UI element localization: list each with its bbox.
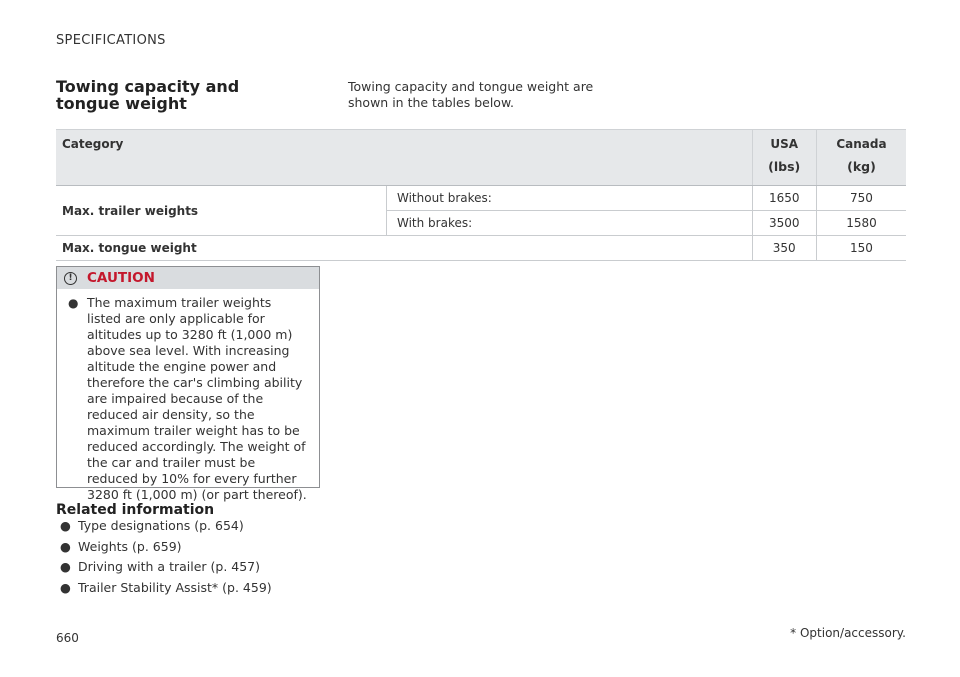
bullet-icon: ● [60,518,71,533]
cell-usa-with-brakes: 3500 [752,211,816,236]
towing-capacity-table [56,129,906,261]
caution-box [56,266,320,502]
column-header-canada-label: Canada [836,137,887,151]
related-information-title: Related information [56,502,215,518]
caution-text: The maximum trailer weights listed are only applicable for altitudes up to 3280 ft (1,000 m) above sea level. With increasing altitude the engine power and therefore the car's climbing ability are impaired because of the reduced air density, so the maximum trailer weight has to be reduced accordingly. The weight of the car and trailer must be reduced by 10% for every further 3280 ft (1,000 m) (or part thereof). [87,295,307,502]
bullet-icon: ● [68,296,79,310]
caution-title: CAUTION [87,270,155,286]
column-header-usa-unit: (lbs) [768,159,801,174]
row-label-max-tongue-weight: Max. tongue weight [56,236,752,261]
bullet-icon: ● [60,579,71,595]
page-number: 660 [56,631,79,645]
cell-usa-without-brakes: 1650 [752,186,816,211]
column-header-usa [752,130,816,186]
cell-canada-with-brakes: 1580 [816,211,906,236]
related-link-text: Trailer Stability Assist* (p. 459) [78,579,272,595]
row-sublabel-without-brakes: Without brakes: [387,186,753,211]
list-item[interactable] [56,580,436,601]
table-row [56,186,906,211]
footnote: * Option/accessory. [790,626,906,640]
bullet-icon: ● [60,559,71,574]
bullet-icon: ● [60,538,71,554]
page-title: Towing capacity and tongue weight [56,77,240,113]
caution-bullet [57,289,319,503]
related-link-text: Type designations (p. 654) [78,518,244,533]
row-sublabel-with-brakes: With brakes: [387,211,753,236]
caution-header [57,267,319,289]
column-header-canada [816,130,906,186]
exclamation-circle-icon: ! [64,272,77,285]
table-row [56,236,906,261]
list-item[interactable] [56,539,436,560]
cell-usa-tongue-weight: 350 [752,236,816,261]
list-item[interactable] [56,518,436,539]
row-label-max-trailer-weights: Max. trailer weights [56,186,387,236]
table-header-row [56,130,906,186]
related-link-text: Driving with a trailer (p. 457) [78,559,261,574]
intro-text: Towing capacity and tongue weight are shown in the tables below. [348,79,594,110]
list-item[interactable] [56,559,436,580]
column-header-category: Category [56,130,752,186]
cell-canada-tongue-weight: 150 [816,236,906,261]
column-header-usa-label: USA [770,137,799,151]
related-link-text: Weights (p. 659) [78,538,182,554]
column-header-canada-unit: (kg) [847,159,876,174]
cell-canada-without-brakes: 750 [816,186,906,211]
section-header: SPECIFICATIONS [56,33,166,48]
related-information-list [56,518,436,600]
